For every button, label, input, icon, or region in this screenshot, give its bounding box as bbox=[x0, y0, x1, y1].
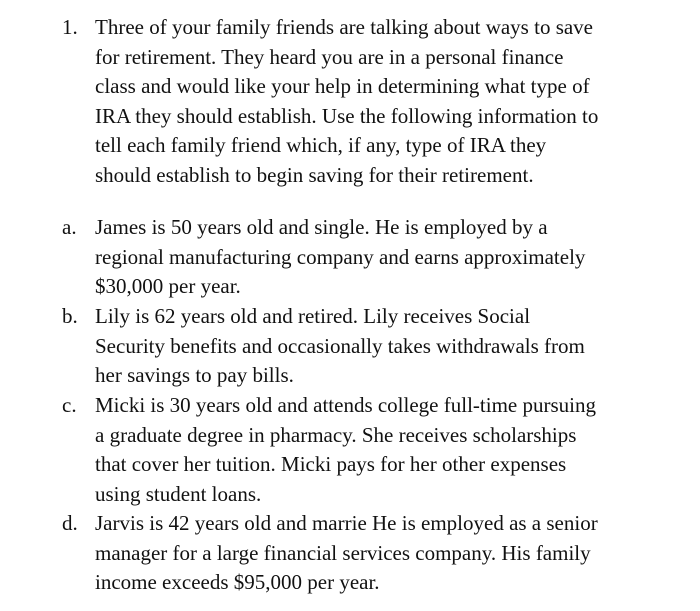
part-text bbox=[95, 509, 672, 598]
part-text bbox=[95, 302, 672, 391]
text-line: IRA they should establish. Use the following information to bbox=[95, 103, 599, 128]
part-marker: a. bbox=[62, 215, 77, 239]
part-marker: d. bbox=[62, 511, 78, 535]
text-line: that cover her tuition. Micki pays for her other expenses bbox=[95, 452, 567, 476]
text-line: James is 50 years old and single. He is employed by a bbox=[95, 215, 548, 239]
text-line: Three of your family friends are talking about ways to save bbox=[95, 15, 594, 39]
text-line: for retirement. They heard you are in a personal finance bbox=[95, 44, 564, 69]
text-line: should establish to begin saving for their retirement. bbox=[95, 162, 534, 187]
question-number: 1. bbox=[62, 15, 78, 39]
text-line: Security benefits and occasionally takes withdrawals from bbox=[95, 333, 585, 358]
text-line: a graduate degree in pharmacy. She receives scholarships bbox=[95, 422, 577, 447]
text-line: Lily is 62 years old and retired. Lily receives Social bbox=[95, 304, 531, 328]
text-line: manager for a large financial services company. His family bbox=[95, 540, 591, 565]
part-marker: b. bbox=[62, 304, 78, 328]
text-line: income exceeds $95,000 per year. bbox=[95, 570, 380, 594]
text-line: tell each family friend which, if any, type of IRA they bbox=[95, 133, 547, 157]
part-marker: c. bbox=[62, 393, 77, 417]
text-line: her savings to pay bills. bbox=[95, 363, 294, 387]
part-text bbox=[95, 213, 672, 302]
text-line: $30,000 per year. bbox=[95, 274, 241, 298]
question-text bbox=[95, 13, 672, 190]
text-line: using student loans. bbox=[95, 481, 262, 506]
part-text bbox=[95, 391, 672, 509]
text-line: regional manufacturing company and earns approximately bbox=[95, 244, 586, 269]
text-line: class and would like your help in determining what type of bbox=[95, 74, 590, 98]
text-line: Jarvis is 42 years old and marrie He is employed as a senior bbox=[95, 511, 598, 535]
text-line: Micki is 30 years old and attends college full-time pursuing bbox=[95, 393, 596, 417]
